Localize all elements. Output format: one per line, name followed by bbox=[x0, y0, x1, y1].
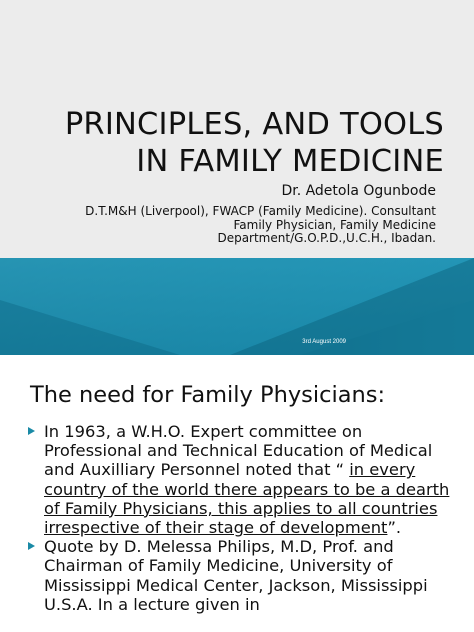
bullet-arrow-icon bbox=[28, 542, 35, 550]
credentials-line-2: Family Physician, Family Medicine bbox=[233, 217, 436, 232]
author-name: Dr. Adetola Ogunbode bbox=[281, 183, 436, 199]
bullet-1-intro: In 1963, a W.H.O. Expert committee on Professional and Technical Education of Medical and Auxilliary Personnel noted that “ bbox=[44, 422, 433, 480]
bullet-1-quote: in every country of the world there appears to be a dearth of Family Physicians, this applies to all countries irrespective of their stage of development bbox=[44, 460, 450, 538]
slide-divider bbox=[0, 355, 474, 369]
credentials-line-3: Department/G.O.P.D.,U.C.H., Ibadan. bbox=[217, 231, 436, 246]
bullet-1-outro: ”. bbox=[387, 518, 402, 538]
bullet-item-1 bbox=[28, 422, 460, 537]
bullet-arrow-icon bbox=[28, 427, 35, 435]
slide-heading: The need for Family Physicians: bbox=[30, 382, 386, 408]
bullet-list bbox=[28, 422, 460, 614]
slide-title bbox=[10, 106, 444, 180]
slide-date: 3rd August 2009 bbox=[302, 339, 346, 345]
slide-title-line-2: IN FAMILY MEDICINE bbox=[136, 144, 444, 179]
bullet-item-2 bbox=[28, 537, 460, 614]
bullet-2-text: Quote by D. Melessa Philips, M.D, Prof. and Chairman of Family Medicine, University of Mississippi Medical Center, Jackson, Mississippi U.S.A. In a lecture given in bbox=[44, 537, 428, 614]
content-slide bbox=[0, 369, 474, 632]
author-credentials bbox=[20, 205, 436, 246]
credentials-line-1: D.T.M&H (Liverpool), FWACP (Family Medicine). Consultant bbox=[85, 204, 436, 218]
slide-title-line-1: PRINCIPLES, AND TOOLS bbox=[64, 107, 444, 142]
